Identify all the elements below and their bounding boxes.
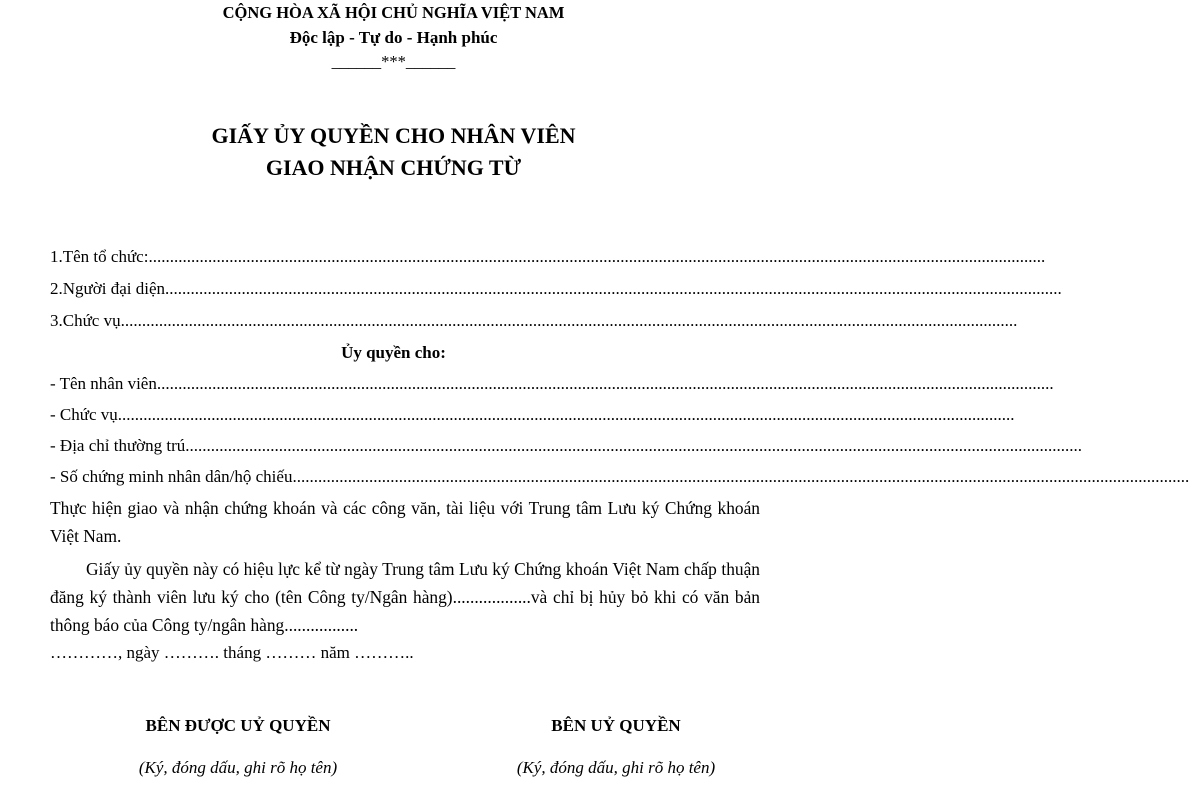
field-label: - Địa chỉ thường trú [50,436,186,455]
field-number: 1. [50,247,63,266]
permanent-address-field[interactable] [50,436,1083,458]
grantor-signature-title: BÊN UỶ QUYỀN [551,716,681,735]
field-label: - Chức vụ [50,405,118,424]
validity-paragraph: Giấy ủy quyền này có hiệu lực kể từ ngày Trung tâm Lưu ký Chứng khoán Việt Nam chấp thuận đăng ký thành viên lưu ký cho (tên Công ty/Ngân hàng)..................và chỉ bị hủy bỏ khi có văn bản thông báo của Công ty/ngân hàng................. [50,559,760,635]
position-field[interactable] [50,311,1018,333]
id-number-field[interactable] [50,467,1189,489]
grantee-signature-note: (Ký, đóng dấu, ghi rõ họ tên) [138,758,338,777]
fill-in-dots: ................................................................................................................................................................................................................... [292,467,1189,486]
employee-name-field[interactable] [50,374,1054,396]
field-label: Chức vụ [62,311,121,330]
field-label: Tên tổ chức: [62,247,149,266]
document-title-line1: GIẤY ỦY QUYỀN CHO NHÂN VIÊN [211,123,576,148]
purpose-paragraph: Thực hiện giao và nhận chứng khoán và các công văn, tài liệu với Trung tâm Lưu ký Chứng khoán Việt Nam. [50,498,760,546]
fill-in-dots: ................................................................................................................................................................................................................... [117,405,1015,424]
header-separator: ______***______ [331,52,456,71]
fill-in-dots: ................................................................................................................................................................................................................... [156,374,1054,393]
authorize-heading: Ủy quyền cho: [341,343,446,362]
date-line: …………, ngày ………. tháng ……… năm ……….. [50,643,414,662]
representative-field[interactable] [50,279,1062,301]
fill-in-dots: ................................................................................................................................................................................................................... [120,311,1018,330]
grantee-signature-title: BÊN ĐƯỢC UỶ QUYỀN [145,716,331,735]
field-label: Người đại diện [62,279,165,298]
field-label: - Số chứng minh nhân dân/hộ chiếu [50,467,293,486]
grantor-signature-note: (Ký, đóng dấu, ghi rõ họ tên) [516,758,716,777]
national-motto: Độc lập - Tự do - Hạnh phúc [289,28,498,47]
organization-name-field[interactable] [50,247,1046,269]
fill-in-dots: ................................................................................................................................................................................................................... [185,436,1083,455]
field-number: 3. [50,311,63,330]
document-title-line2: GIAO NHẬN CHỨNG TỪ [265,155,522,180]
field-number: 2. [50,279,63,298]
fill-in-dots: ................................................................................................................................................................................................................... [148,247,1046,266]
fill-in-dots: ................................................................................................................................................................................................................... [165,279,1062,298]
employee-position-field[interactable] [50,405,1015,427]
country-name: CỘNG HÒA XÃ HỘI CHỦ NGHĨA VIỆT NAM [222,3,565,22]
field-label: - Tên nhân viên [50,374,157,393]
